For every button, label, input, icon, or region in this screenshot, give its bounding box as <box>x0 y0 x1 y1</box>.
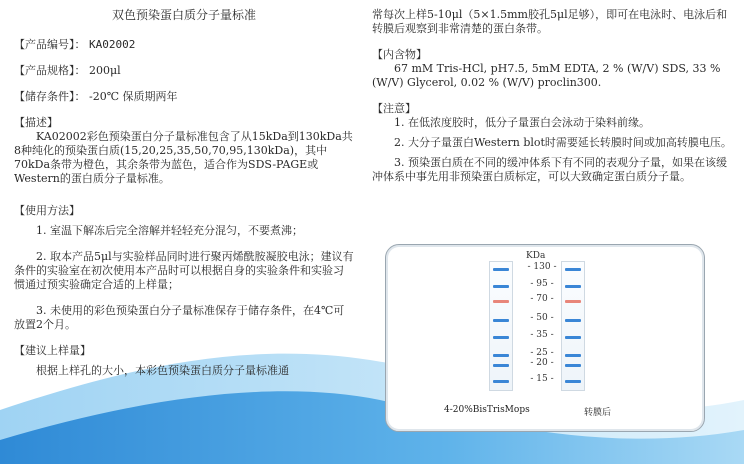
load-text-continued: 常每次上样5-10μl（5×1.5mm胶孔5μl足够），即可在电泳时、电泳后和转膜后观察到非常清楚的蛋白条带。 <box>372 8 728 35</box>
contents-heading: 【内含物】 <box>372 48 427 61</box>
gel-band-1-70 <box>493 300 509 303</box>
left-column <box>14 8 354 378</box>
storage-label: 【储存条件】： <box>14 90 86 103</box>
gel-marker-15: - 15 - <box>530 374 554 384</box>
product-spec-row <box>14 64 354 78</box>
right-column <box>372 8 732 184</box>
notes-heading: 【注意】 <box>372 102 416 115</box>
gel-marker-130: - 130 - <box>527 262 557 272</box>
gel-marker-20: - 20 - <box>530 358 554 368</box>
contents-text: 67 mM Tris-HCl, pH7.5, 5mM EDTA, 2 % (W/V) SDS, 33 % (W/V) Glycerol, 0.02 % (W/V) proclin300. <box>372 62 721 89</box>
gel-band-1-20 <box>493 364 509 367</box>
note-3: 3. 预染蛋白质在不同的缓冲体系下有不同的表观分子量，如果在该缓冲体系中事先用非预染蛋白质标定，可以大致确定蛋白质分子量。 <box>372 156 727 183</box>
gel-band-2-25 <box>565 354 581 357</box>
gel-marker-50: - 50 - <box>530 313 554 323</box>
gel-image <box>385 244 705 432</box>
gel-marker-25: - 25 - <box>530 348 554 358</box>
gel-band-1-95 <box>493 285 509 288</box>
usage-step-1: 1. 室温下解冻后完全溶解并轻轻充分混匀，不要煮沸； <box>36 224 303 237</box>
gel-marker-70: - 70 - <box>530 294 554 304</box>
description-heading: 【描述】 <box>14 116 58 129</box>
gel-band-2-35 <box>565 336 581 339</box>
note-2: 2. 大分子量蛋白Western blot时需要延长转膜时间或加高转膜电压。 <box>394 136 732 149</box>
product-spec-value: 200μl <box>89 64 121 77</box>
gel-caption-left: 4-20%BisTrisMops <box>444 405 530 415</box>
gel-band-2-50 <box>565 319 581 322</box>
usage-step-2: 2. 取本产品5μl与实验样品同时进行聚丙烯酰胺凝胶电泳；建议有条件的实验室在初次使用本产品时可以根据自身的实验条件和实验习惯通过预实验确定合适的上样量； <box>14 250 354 291</box>
gel-band-2-70 <box>565 300 581 303</box>
usage-step-3: 3. 未使用的彩色预染蛋白分子量标准保存于储存条件，在4℃可放置2个月。 <box>14 304 345 331</box>
gel-lane-left <box>489 261 513 391</box>
gel-band-1-50 <box>493 319 509 322</box>
gel-band-2-95 <box>565 285 581 288</box>
gel-unit-label: KDa <box>526 251 546 261</box>
product-code-label: 【产品编号】： <box>14 38 86 51</box>
gel-marker-95: - 95 - <box>530 279 554 289</box>
product-code-value: KA02002 <box>89 38 136 51</box>
description-text: KA02002彩色预染蛋白分子量标准包含了从15kDa到130kDa共8种纯化的预染蛋白质(15,20,25,35,50,70,95,130kDa)，其中70kDa条带为橙色，其余条带为蓝色，适合作为SDS-PAGE或Western的蛋白质分子量标准。 <box>14 130 353 185</box>
gel-band-2-15 <box>565 380 581 383</box>
product-code-row <box>14 38 354 52</box>
gel-band-1-130 <box>493 268 509 271</box>
gel-lane-right <box>561 261 585 391</box>
gel-band-1-15 <box>493 380 509 383</box>
gel-band-2-130 <box>565 268 581 271</box>
note-1: 1. 在低浓度胶时，低分子量蛋白会泳动于染料前缘。 <box>394 116 650 129</box>
doc-title: 双色预染蛋白质分子量标准 <box>111 8 256 22</box>
storage-value: -20℃ 保质期两年 <box>89 90 178 103</box>
gel-marker-35: - 35 - <box>530 330 554 340</box>
gel-caption-right: 转膜后 <box>584 408 612 418</box>
gel-band-2-20 <box>565 364 581 367</box>
load-text: 根据上样孔的大小，本彩色预染蛋白质分子量标准通 <box>36 364 289 377</box>
storage-row <box>14 90 354 104</box>
load-heading: 【建议上样量】 <box>14 344 91 357</box>
product-spec-label: 【产品规格】： <box>14 64 86 77</box>
usage-heading: 【使用方法】 <box>14 204 80 217</box>
gel-band-1-35 <box>493 336 509 339</box>
gel-band-1-25 <box>493 354 509 357</box>
